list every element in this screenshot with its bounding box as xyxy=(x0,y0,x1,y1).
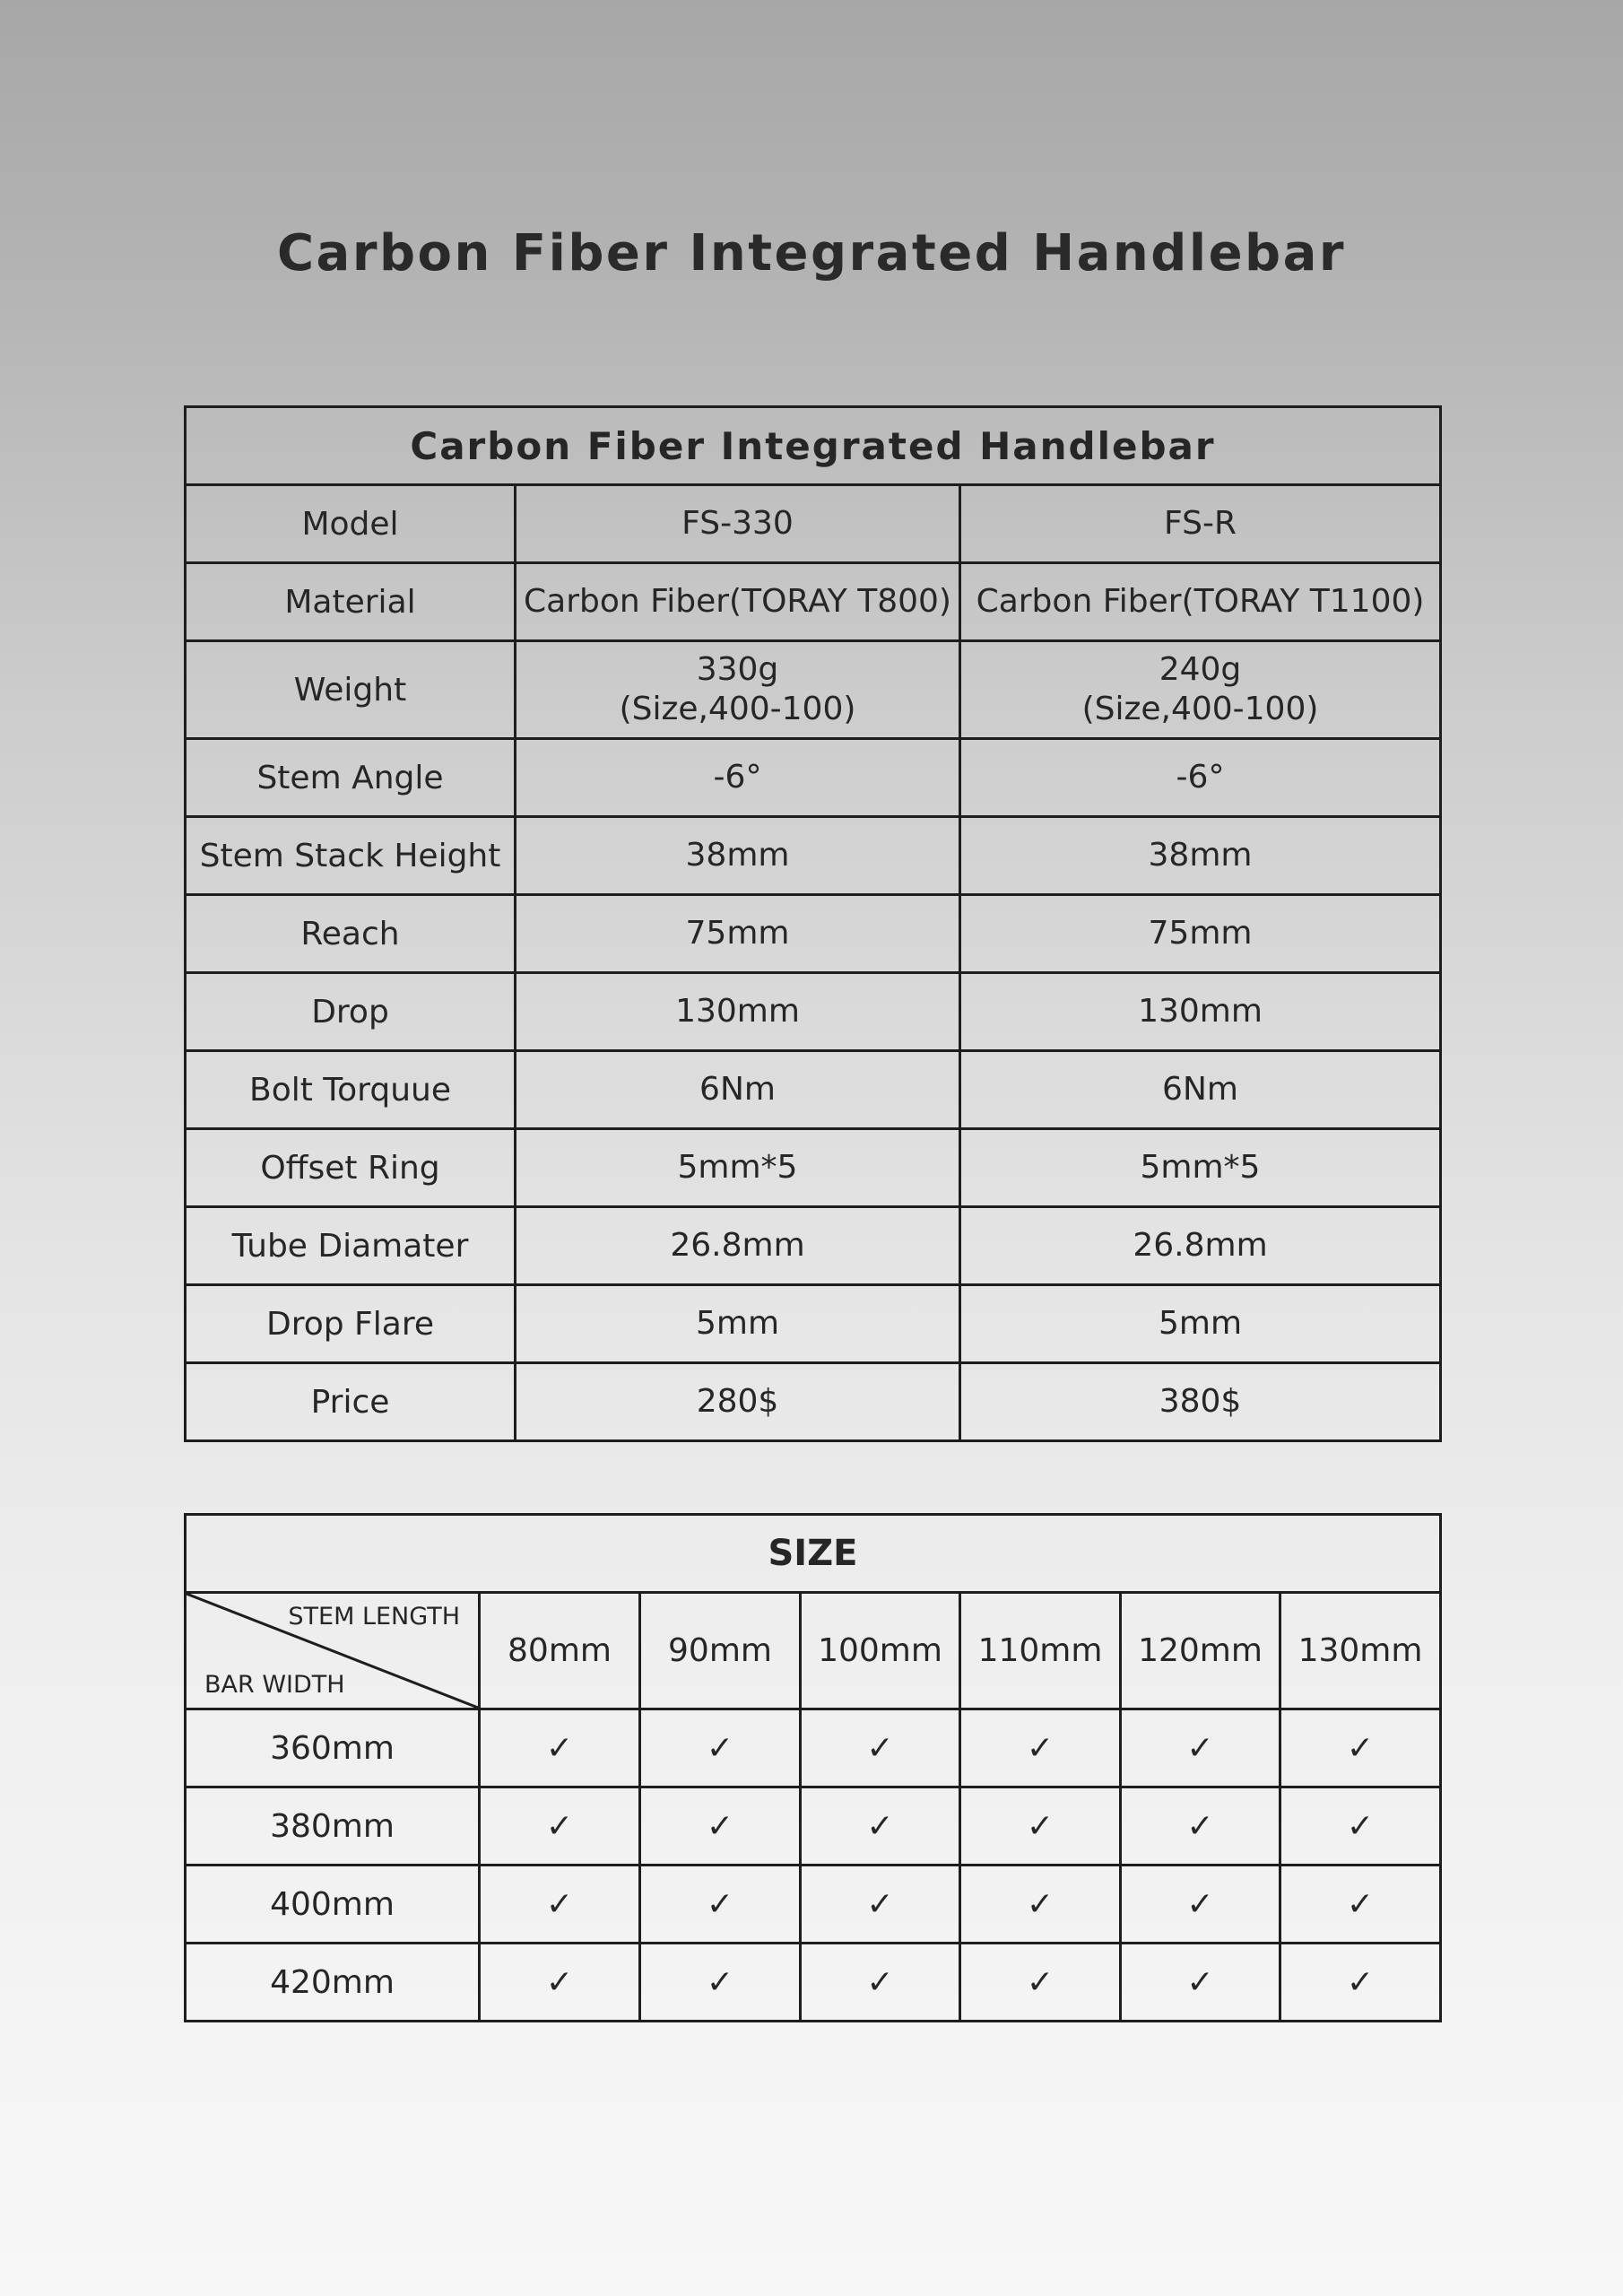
size-row xyxy=(186,1944,1441,2022)
check-icon: ✓ xyxy=(640,1944,801,2022)
spec-row xyxy=(186,641,1441,739)
spec-value-line: 6Nm xyxy=(699,1071,776,1108)
size-table-header: SIZE xyxy=(186,1515,1441,1593)
spec-label: Drop xyxy=(186,973,516,1051)
spec-value-fs330 xyxy=(516,1207,960,1285)
check-icon: ✓ xyxy=(960,1709,1121,1787)
check-icon: ✓ xyxy=(640,1866,801,1944)
spec-value-fsr xyxy=(960,485,1441,563)
spec-value-line: Carbon Fiber(TORAY T800) xyxy=(524,583,951,620)
spec-value-line: 380$ xyxy=(1159,1383,1242,1420)
spec-value-fs330 xyxy=(516,1363,960,1441)
bar-width-value: 380mm xyxy=(186,1787,480,1866)
size-row xyxy=(186,1787,1441,1866)
check-icon: ✓ xyxy=(1121,1944,1280,2022)
check-icon: ✓ xyxy=(1121,1866,1280,1944)
spec-row xyxy=(186,1285,1441,1363)
check-icon: ✓ xyxy=(960,1944,1121,2022)
check-icon: ✓ xyxy=(480,1709,640,1787)
size-row xyxy=(186,1709,1441,1787)
check-icon: ✓ xyxy=(801,1944,960,2022)
spec-value-line: 240g xyxy=(1159,651,1242,688)
spec-row xyxy=(186,895,1441,973)
spec-value-fsr xyxy=(960,1129,1441,1207)
bar-width-value: 400mm xyxy=(186,1866,480,1944)
spec-value-fs330 xyxy=(516,973,960,1051)
spec-label: Offset Ring xyxy=(186,1129,516,1207)
spec-row xyxy=(186,817,1441,895)
spec-value-fsr xyxy=(960,1363,1441,1441)
spec-value-line: 280$ xyxy=(696,1383,779,1420)
spec-label: Model xyxy=(186,485,516,563)
stem-length-header: 130mm xyxy=(1280,1593,1441,1709)
spec-value-line: FS-330 xyxy=(681,505,794,542)
check-icon: ✓ xyxy=(480,1944,640,2022)
spec-value-line: -6° xyxy=(1176,759,1225,796)
spec-row xyxy=(186,563,1441,641)
size-corner-cell xyxy=(186,1593,480,1709)
check-icon: ✓ xyxy=(1280,1866,1441,1944)
spec-value-fsr xyxy=(960,895,1441,973)
spec-value-line: 130mm xyxy=(1138,993,1263,1030)
check-icon: ✓ xyxy=(480,1787,640,1866)
spec-value-line: 26.8mm xyxy=(670,1227,805,1264)
spec-value-fs330 xyxy=(516,1129,960,1207)
spec-value-line: 38mm xyxy=(685,837,790,874)
page-title: Carbon Fiber Integrated Handlebar xyxy=(276,224,1347,283)
spec-value-fsr xyxy=(960,641,1441,739)
spec-row xyxy=(186,1051,1441,1129)
spec-value-fsr xyxy=(960,1285,1441,1363)
check-icon: ✓ xyxy=(960,1787,1121,1866)
spec-value-line: 130mm xyxy=(675,993,800,1030)
spec-label: Material xyxy=(186,563,516,641)
spec-value-fs330 xyxy=(516,895,960,973)
spec-label: Stem Stack Height xyxy=(186,817,516,895)
spec-value-fs330 xyxy=(516,1051,960,1129)
stem-length-header: 100mm xyxy=(801,1593,960,1709)
check-icon: ✓ xyxy=(801,1787,960,1866)
spec-row xyxy=(186,1207,1441,1285)
spec-value-fsr xyxy=(960,563,1441,641)
size-row xyxy=(186,1866,1441,1944)
spec-value-fs330 xyxy=(516,739,960,817)
spec-table xyxy=(184,405,1442,1442)
spec-value-line: FS-R xyxy=(1164,505,1237,542)
stem-length-header: 120mm xyxy=(1121,1593,1280,1709)
check-icon: ✓ xyxy=(640,1709,801,1787)
spec-row xyxy=(186,485,1441,563)
spec-value-fs330 xyxy=(516,817,960,895)
spec-row xyxy=(186,973,1441,1051)
spec-label: Stem Angle xyxy=(186,739,516,817)
spec-value-line: (Size,400-100) xyxy=(619,691,856,727)
bar-width-value: 360mm xyxy=(186,1709,480,1787)
check-icon: ✓ xyxy=(1280,1944,1441,2022)
check-icon: ✓ xyxy=(801,1709,960,1787)
spec-value-fs330 xyxy=(516,563,960,641)
spec-value-line: 5mm xyxy=(1158,1305,1243,1342)
spec-value-fsr xyxy=(960,1207,1441,1285)
spec-value-fs330 xyxy=(516,641,960,739)
spec-value-fsr xyxy=(960,739,1441,817)
spec-value-line: Carbon Fiber(TORAY T1100) xyxy=(976,583,1425,620)
spec-value-fs330 xyxy=(516,1285,960,1363)
spec-value-line: -6° xyxy=(713,759,762,796)
check-icon: ✓ xyxy=(640,1787,801,1866)
stem-length-header: 90mm xyxy=(640,1593,801,1709)
spec-label: Drop Flare xyxy=(186,1285,516,1363)
check-icon: ✓ xyxy=(1121,1787,1280,1866)
spec-row xyxy=(186,1363,1441,1441)
stem-length-label: STEM LENGTH xyxy=(288,1603,460,1631)
spec-row xyxy=(186,1129,1441,1207)
bar-width-value: 420mm xyxy=(186,1944,480,2022)
spec-label: Weight xyxy=(186,641,516,739)
spec-value-line: 5mm xyxy=(695,1305,780,1342)
check-icon: ✓ xyxy=(480,1866,640,1944)
size-table xyxy=(184,1513,1442,2022)
spec-value-fsr xyxy=(960,973,1441,1051)
spec-value-line: 26.8mm xyxy=(1133,1227,1268,1264)
spec-value-line: 75mm xyxy=(685,915,790,952)
spec-value-line: 330g xyxy=(696,651,779,688)
spec-value-fs330 xyxy=(516,485,960,563)
spec-value-fsr xyxy=(960,817,1441,895)
check-icon: ✓ xyxy=(960,1866,1121,1944)
stem-length-header: 110mm xyxy=(960,1593,1121,1709)
spec-value-line: (Size,400-100) xyxy=(1081,691,1319,727)
spec-label: Bolt Torquue xyxy=(186,1051,516,1129)
spec-label: Tube Diamater xyxy=(186,1207,516,1285)
spec-value-line: 5mm*5 xyxy=(1140,1149,1261,1186)
check-icon: ✓ xyxy=(801,1866,960,1944)
check-icon: ✓ xyxy=(1280,1709,1441,1787)
spec-value-line: 5mm*5 xyxy=(677,1149,798,1186)
spec-value-line: 38mm xyxy=(1148,837,1253,874)
spec-value-fsr xyxy=(960,1051,1441,1129)
spec-table-header: Carbon Fiber Integrated Handlebar xyxy=(186,407,1441,485)
spec-value-line: 75mm xyxy=(1148,915,1253,952)
spec-label: Price xyxy=(186,1363,516,1441)
bar-width-label: BAR WIDTH xyxy=(204,1671,345,1699)
spec-value-line: 6Nm xyxy=(1162,1071,1238,1108)
spec-row xyxy=(186,739,1441,817)
spec-label: Reach xyxy=(186,895,516,973)
check-icon: ✓ xyxy=(1280,1787,1441,1866)
stem-length-header: 80mm xyxy=(480,1593,640,1709)
check-icon: ✓ xyxy=(1121,1709,1280,1787)
